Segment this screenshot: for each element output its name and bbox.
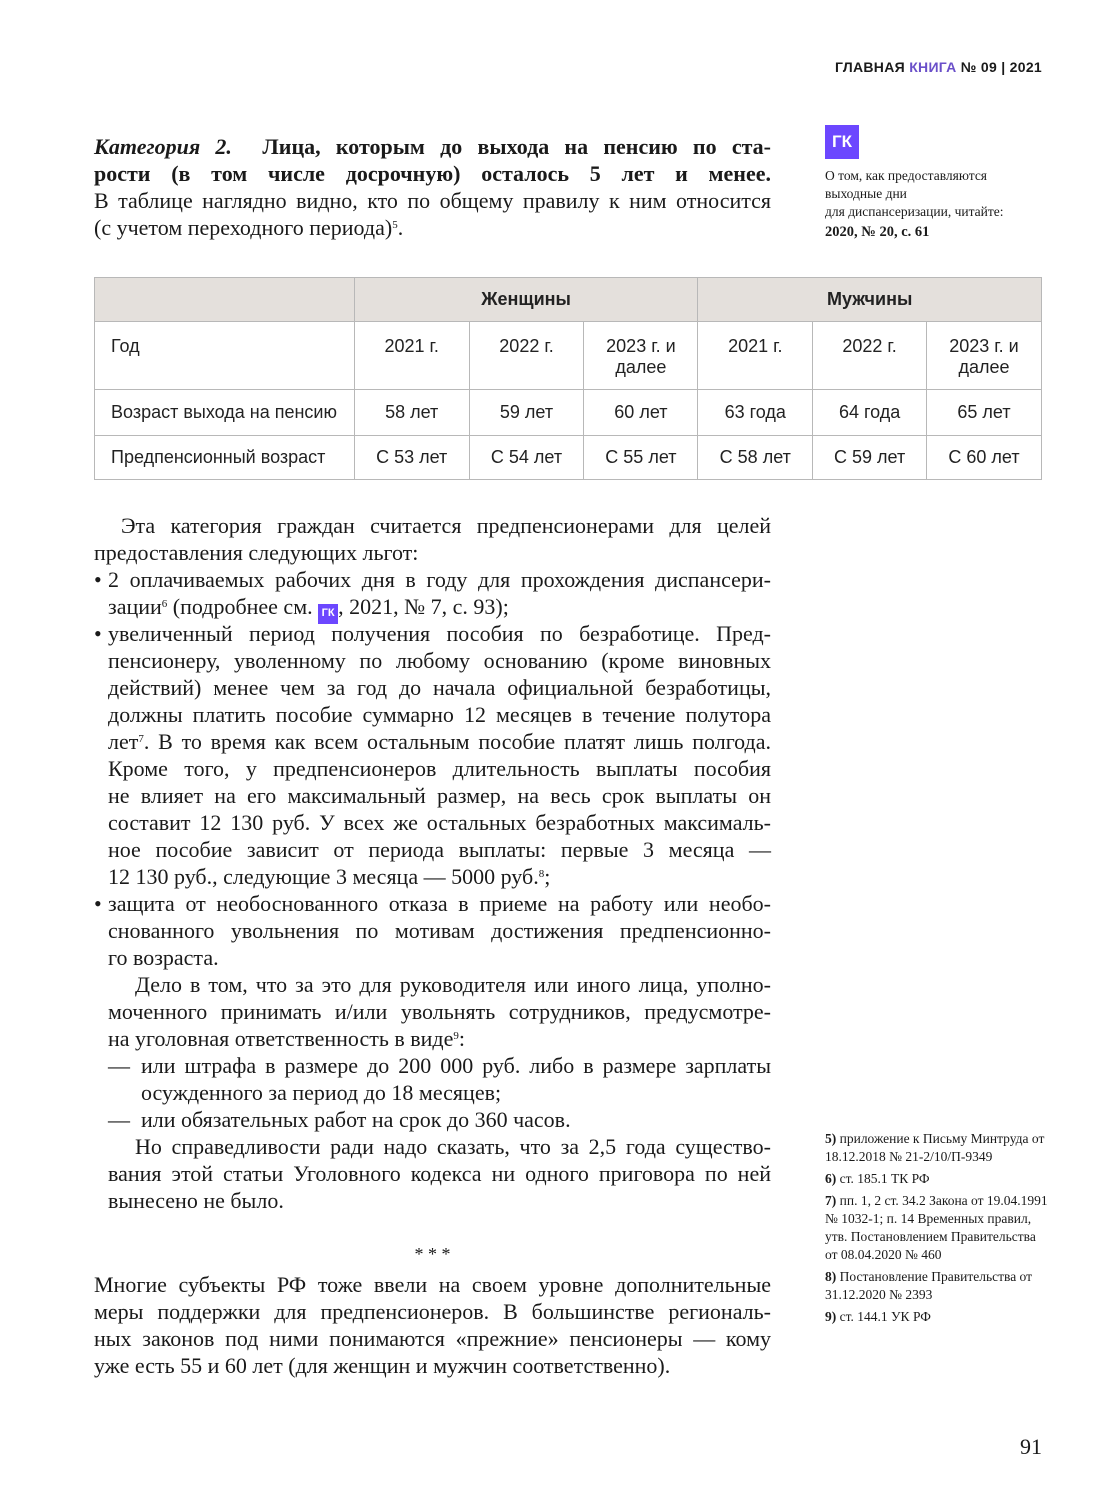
text-line: ; (544, 864, 551, 889)
gk-logo-icon: ГК (318, 604, 338, 624)
table-cell: 60 лет (584, 390, 698, 436)
group-header-men: Мужчины (698, 278, 1042, 322)
text-line: действий) менее чем за год до начала официальной безработицы, (108, 675, 771, 700)
note-line: О том, как предоставляются (825, 168, 988, 183)
text-line: , 2021, № 7, с. 93); (338, 594, 509, 619)
dash-item: или обязательных работ на срок до 360 часов. (141, 1107, 571, 1132)
text-line: лет (108, 729, 139, 754)
text-line: вынесено не было. (108, 1188, 284, 1213)
footnote (825, 1268, 1050, 1304)
text-line: Дело в том, что за это для руководителя или иного лица, уполно- (135, 972, 771, 997)
footnote (825, 1170, 1050, 1188)
table-cell: 2022 г. (813, 322, 927, 390)
footnote-ref[interactable]: 7 (138, 733, 144, 745)
intro-block (94, 133, 771, 241)
footnote-ref[interactable]: 6 (161, 598, 168, 610)
table-cell: 2021 г. (354, 322, 469, 390)
text-line: (подробнее см. (167, 594, 319, 619)
group-header-women: Женщины (354, 278, 698, 322)
table-cell: 2021 г. (698, 322, 813, 390)
table-row (95, 322, 1042, 390)
text-line: уже есть 55 и 60 лет (для женщин и мужчин соответственно). (94, 1353, 671, 1378)
footnote-ref[interactable]: 5 (392, 219, 398, 231)
table-cell: С 59 лет (813, 436, 927, 480)
table-row (95, 390, 1042, 436)
table-cell: С 55 лет (584, 436, 698, 480)
text-line: ных законов под ними понимаются «прежние» пенсионеры — кому (94, 1326, 771, 1351)
text-line: моченного принимать и/или увольнять сотрудников, предусмотре- (108, 999, 771, 1024)
text-line: : (458, 1026, 466, 1051)
footnote-ref[interactable]: 8 (538, 868, 545, 880)
text-line: снованного увольнения по мотивам достижения предпенсионно- (108, 918, 771, 943)
table-cell: 59 лет (469, 390, 584, 436)
note-line: выходные дни (825, 186, 907, 201)
text-line: Кроме того, у предпенсионеров длительность выплаты пособия (108, 756, 771, 781)
bullet-item: • защита от необоснованного отказа в приеме на работу или необо- (94, 890, 771, 917)
dash-marker: — (108, 1053, 130, 1078)
text-line: зации (108, 594, 162, 619)
footnote (825, 1308, 1050, 1326)
footnote-text: ст. 144.1 УК РФ (839, 1309, 931, 1324)
text-line: В таблице наглядно видно, кто по общему правилу к ним относится (94, 188, 771, 213)
table-cell: 65 лет (927, 390, 1042, 436)
table-cell: 64 года (813, 390, 927, 436)
running-header (835, 59, 1042, 75)
footnote-ref[interactable]: 9 (453, 1030, 459, 1042)
heading-line: рости (в том числе досрочную) осталось 5 лет и менее. (94, 161, 771, 186)
body-text (94, 512, 771, 1214)
footnote-text: ст. 185.1 ТК РФ (839, 1171, 930, 1186)
brand-name: ГЛАВНАЯ (834, 59, 905, 75)
text-line: пенсионеру, уволенному по любому основанию (кроме виновных (108, 648, 771, 673)
note-reference[interactable]: 2020, № 20, с. 61 (825, 224, 930, 240)
text-line: 12 130 руб., следующие 3 месяца — 5000 руб. (108, 864, 539, 889)
text-line: предоставления следующих льгот: (94, 540, 419, 565)
text-line: составит 12 130 руб. У всех же остальных безработных максималь- (108, 810, 771, 835)
table-cell: С 58 лет (698, 436, 813, 480)
table-cell: 2023 г. и далее (584, 322, 698, 390)
table-cell: С 53 лет (354, 436, 469, 480)
text-line: Многие субъекты РФ тоже ввели на своем уровне дополнительные (94, 1272, 771, 1297)
text-line: Эта категория граждан считается предпенсионерами для целей (121, 513, 771, 538)
footnote-number: 7) (825, 1193, 837, 1208)
table-cell: С 54 лет (469, 436, 584, 480)
footnote-text: Постановление Правительства от 31.12.2020 № 2393 (825, 1269, 1033, 1302)
issue-number: № 09 | 2021 (960, 59, 1042, 75)
table-cell: С 60 лет (927, 436, 1042, 480)
row-label: Возраст выхода на пенсию (95, 390, 355, 436)
table-cell: 63 года (698, 390, 813, 436)
text-line: ное пособие зависит от периода выплаты: первые 3 месяца — (108, 837, 771, 862)
bullet-item: • 2 оплачиваемых рабочих дня в году для прохождения диспансери- (94, 566, 771, 593)
note-line: для диспансеризации, читайте: (825, 204, 1004, 219)
section-separator: * * * (414, 1244, 451, 1264)
footnotes (825, 1130, 1050, 1330)
text-line: (с учетом переходного периода) (94, 215, 393, 240)
text-line: должны платить пособие суммарно 12 месяцев в течение полутора (108, 702, 771, 727)
text-line: вания этой статьи Уголовного кодекса ни одного приговора по ней (108, 1161, 771, 1186)
dash-item: или штрафа в размере до 200 000 руб. либо в размере зарплаты (141, 1053, 771, 1078)
brand-name-accent: КНИГА (909, 59, 957, 75)
footnote (825, 1130, 1050, 1166)
table-cell: 2023 г. и далее (927, 322, 1042, 390)
heading-line: Лица, которым до выхода на пенсию по ста- (262, 134, 772, 159)
text-line: осужденного за период до 18 месяцев; (141, 1080, 502, 1105)
footnote-text: пп. 1, 2 ст. 34.2 Закона от 19.04.1991 № 1032-1; п. 14 Временных правил, утв. Постановлением Правительства от 08.04.2020 № 460 (825, 1193, 1048, 1262)
text-line: го возраста. (108, 945, 219, 970)
text-line: Но справедливости ради надо сказать, что за 2,5 года существо- (135, 1134, 771, 1159)
page-number: 91 (1020, 1434, 1042, 1459)
pension-age-table (94, 277, 1042, 480)
sidebar-note (825, 125, 1050, 241)
table-row (95, 436, 1042, 480)
footnote-number: 6) (825, 1171, 837, 1186)
bullet-item: • увеличенный период получения пособия по безработице. Пред- (94, 620, 771, 647)
table-cell: 2022 г. (469, 322, 584, 390)
footnote-number: 8) (825, 1269, 837, 1284)
footnote-text: приложение к Письму Минтруда от 18.12.2018 № 21-2/10/П-9349 (825, 1131, 1045, 1164)
category-label: Категория 2. (94, 134, 232, 159)
footnote (825, 1192, 1050, 1264)
text-line: . (397, 215, 404, 240)
text-line: не влияет на его максимальный размер, на весь срок выплаты он (108, 783, 771, 808)
row-label: Предпенсионный возраст (95, 436, 355, 480)
table-cell: 58 лет (354, 390, 469, 436)
text-line: на уголовная ответственность в виде (108, 1026, 454, 1051)
dash-marker: — (108, 1107, 130, 1132)
footnote-number: 5) (825, 1131, 837, 1146)
row-label: Год (95, 322, 355, 390)
text-line: . В то время как всем остальным пособие платят лишь полгода. (143, 729, 771, 754)
gk-logo-icon: ГК (825, 125, 859, 159)
header-empty (95, 278, 355, 322)
text-line: меры поддержки для предпенсионеров. В большинстве региональ- (94, 1299, 771, 1324)
closing-paragraph (94, 1271, 771, 1379)
footnote-number: 9) (825, 1309, 837, 1324)
